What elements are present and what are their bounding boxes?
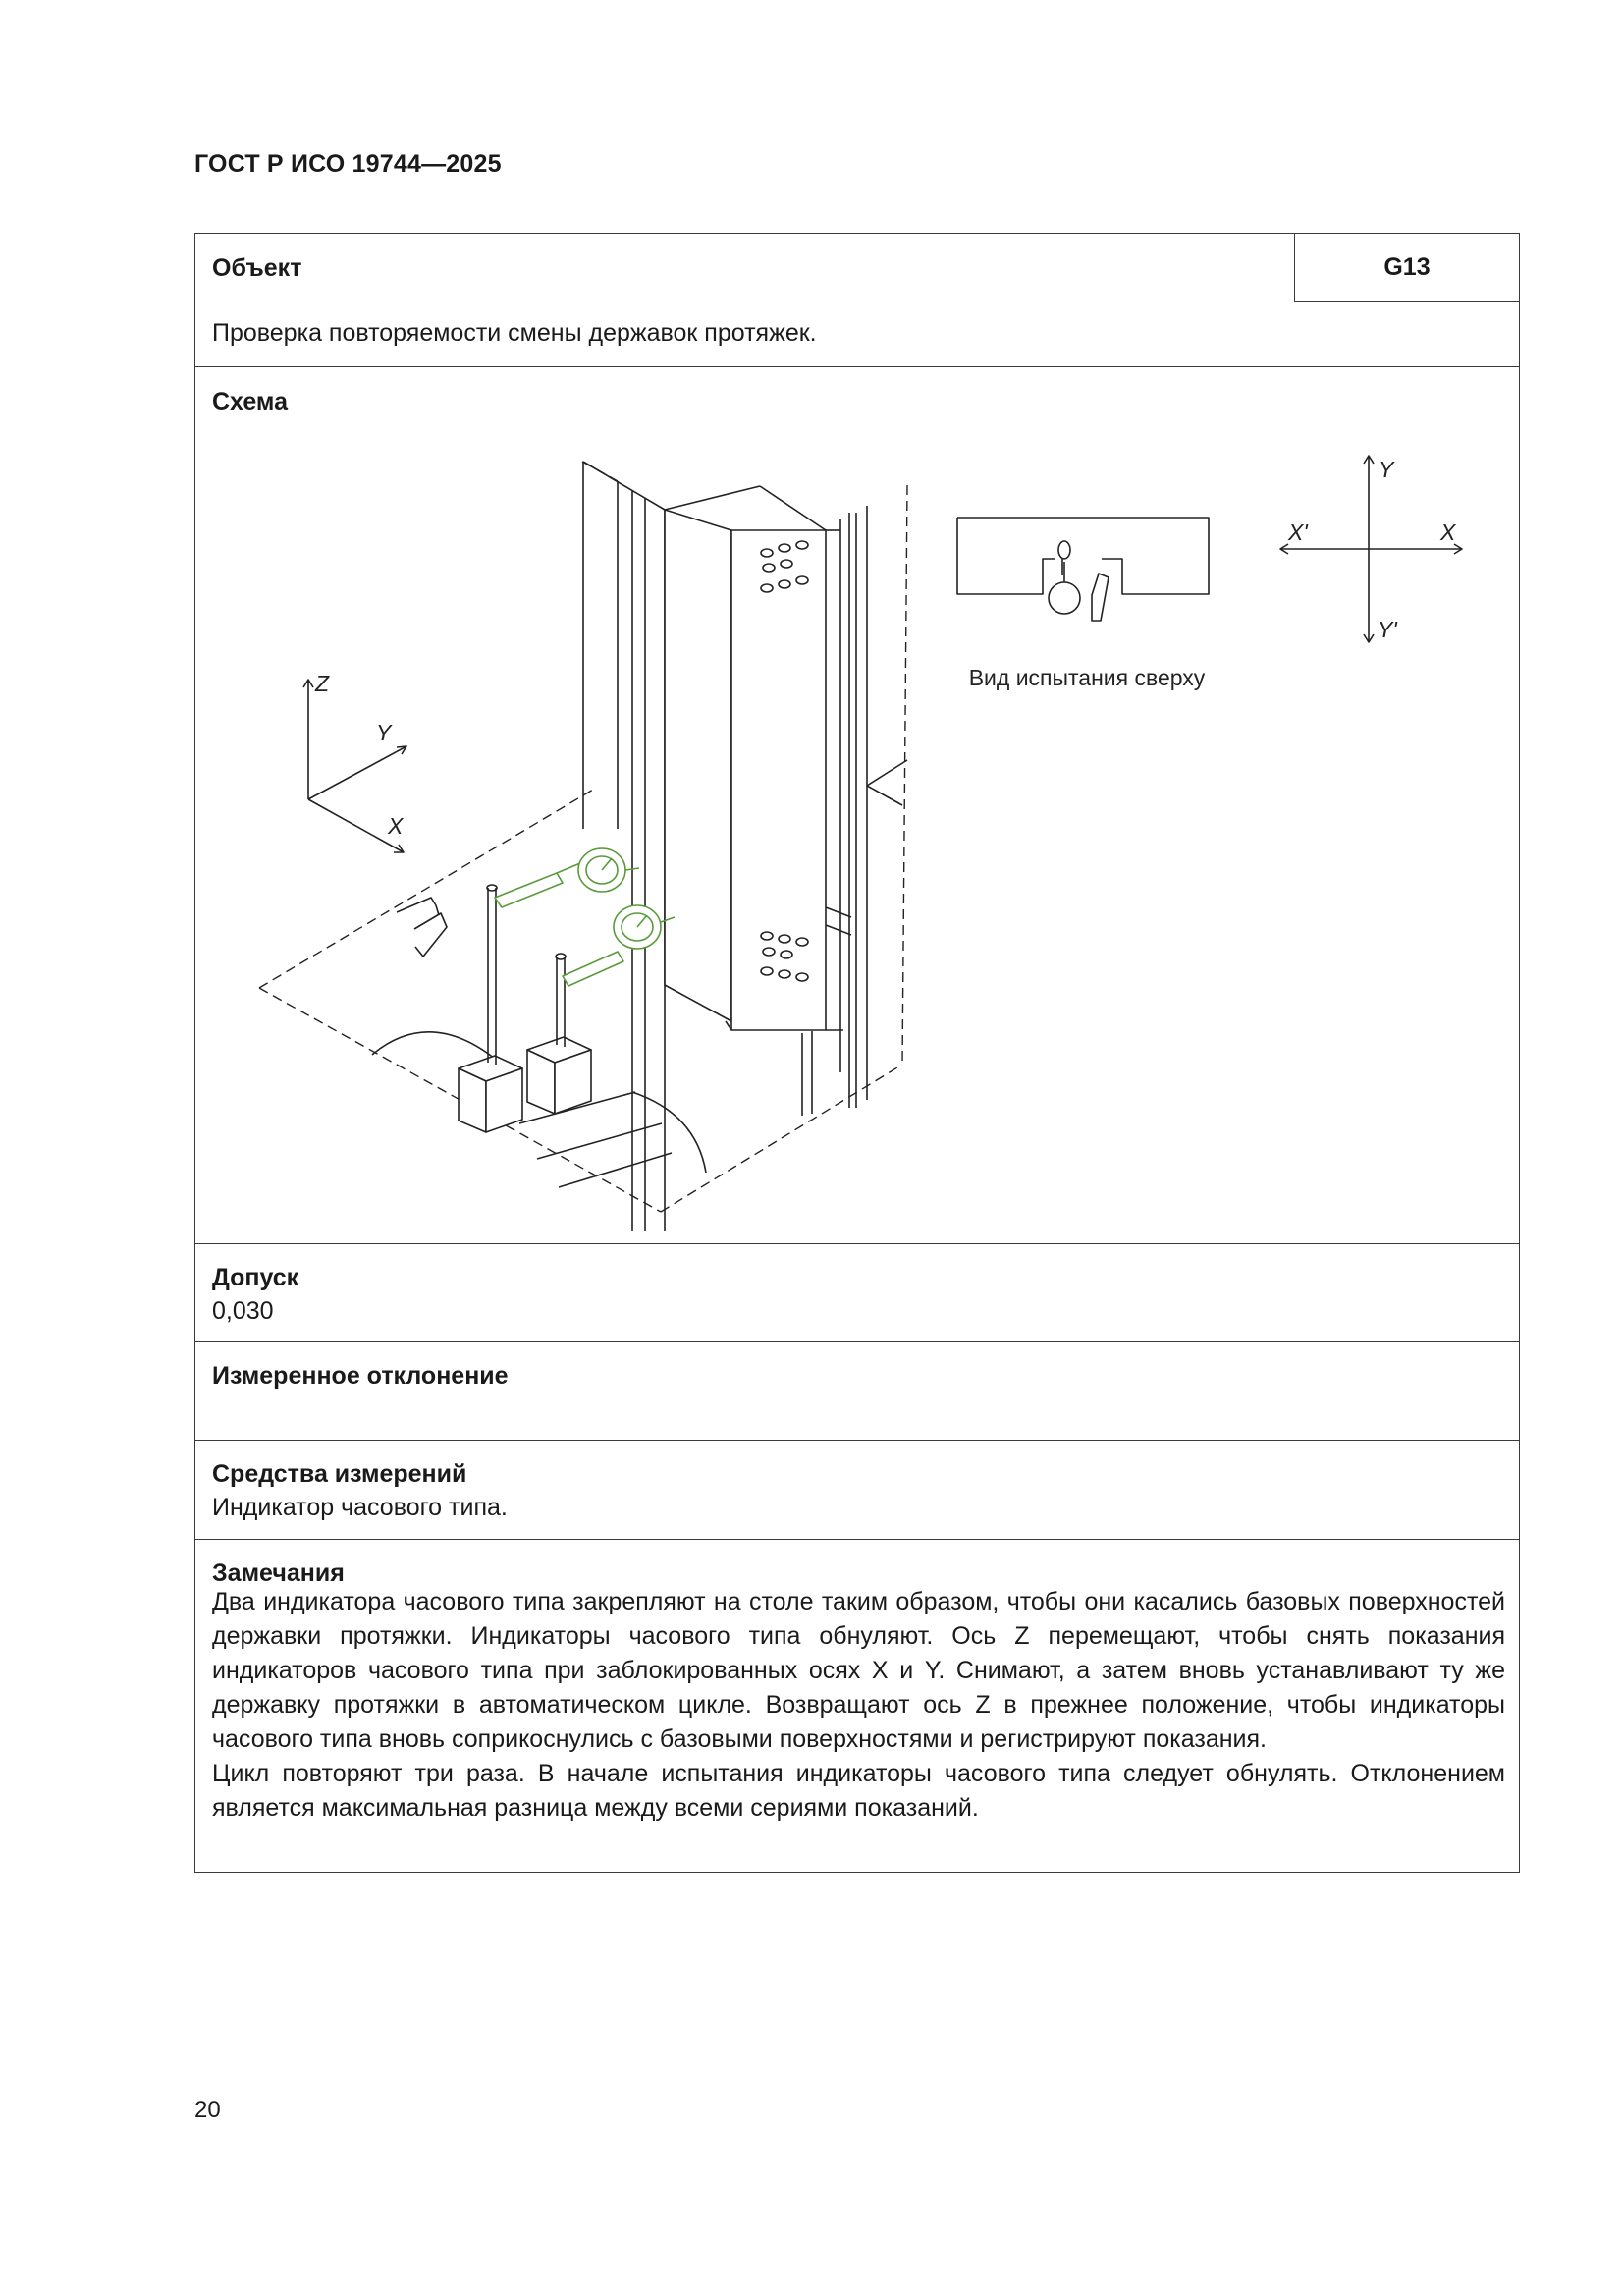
remarks-label: Замечания <box>212 1559 345 1587</box>
test-table <box>194 233 1520 1873</box>
top-view <box>957 518 1209 621</box>
axis-z-label: Z <box>315 671 330 696</box>
scheme-label: Схема <box>212 388 288 415</box>
tolerance-label: Допуск <box>212 1264 299 1291</box>
instruments-label: Средства измерений <box>212 1460 467 1488</box>
top-axis-y-label: Y <box>1379 457 1394 482</box>
top-axis-x-label: X <box>1440 519 1456 545</box>
object-label: Объект <box>212 254 302 282</box>
instruments-row <box>195 1441 1519 1540</box>
test-id-cell <box>1294 234 1519 302</box>
test-setup-diagram <box>195 367 1518 1241</box>
instruments-text: Индикатор часового типа. <box>212 1494 508 1521</box>
tolerance-row <box>195 1244 1519 1342</box>
test-id: G13 <box>1383 253 1431 281</box>
page-number: 20 <box>194 2097 221 2123</box>
remarks-paragraph: Цикл повторяют три раза. В начале испытания индикаторы часового типа следует обнулять. Отклонением является максимальная разница между всеми сериями показаний. <box>212 1760 1505 1822</box>
column <box>583 462 665 1231</box>
remarks-text <box>212 1585 1505 1826</box>
object-description: Проверка повторяемости смены державок протяжек. <box>212 319 817 347</box>
top-view-caption: Вид испытания сверху <box>968 665 1206 690</box>
measured-deviation-row <box>195 1342 1519 1441</box>
dial-indicators <box>495 848 675 986</box>
top-axis-y-prime-label: Y' <box>1378 617 1397 642</box>
axis-y-label: Y <box>376 720 392 745</box>
remarks-paragraph: Два индикатора часового типа закрепляют на столе таким образом, чтобы они касались базовых поверхностей державки протяжки. Индикаторы часового типа обнуляют. Ось Z перемещают, чтобы снять показания индикаторов часового типа при заблокированных осях X и Y. Снимают, а затем вновь устанавливают ту же державку протяжки в автоматическом цикле. Возвращают ось Z в прежнее положение, чтобы индикаторы часового типа вновь соприкоснулись с базовыми поверхностями и регистрируют показания. <box>212 1588 1505 1753</box>
scheme-row <box>195 367 1519 1244</box>
remarks-row <box>195 1540 1519 1872</box>
standard-header: ГОСТ Р ИСО 19744—2025 <box>194 150 502 178</box>
measured-deviation-label: Измеренное отклонение <box>212 1362 509 1390</box>
top-axis-x-prime-label: X' <box>1288 519 1308 545</box>
axes-top-view <box>1280 456 1462 642</box>
axis-x-label: X <box>388 813 404 839</box>
tolerance-value: 0,030 <box>212 1297 274 1325</box>
indicator-stands <box>459 885 591 1132</box>
object-row <box>195 234 1519 367</box>
